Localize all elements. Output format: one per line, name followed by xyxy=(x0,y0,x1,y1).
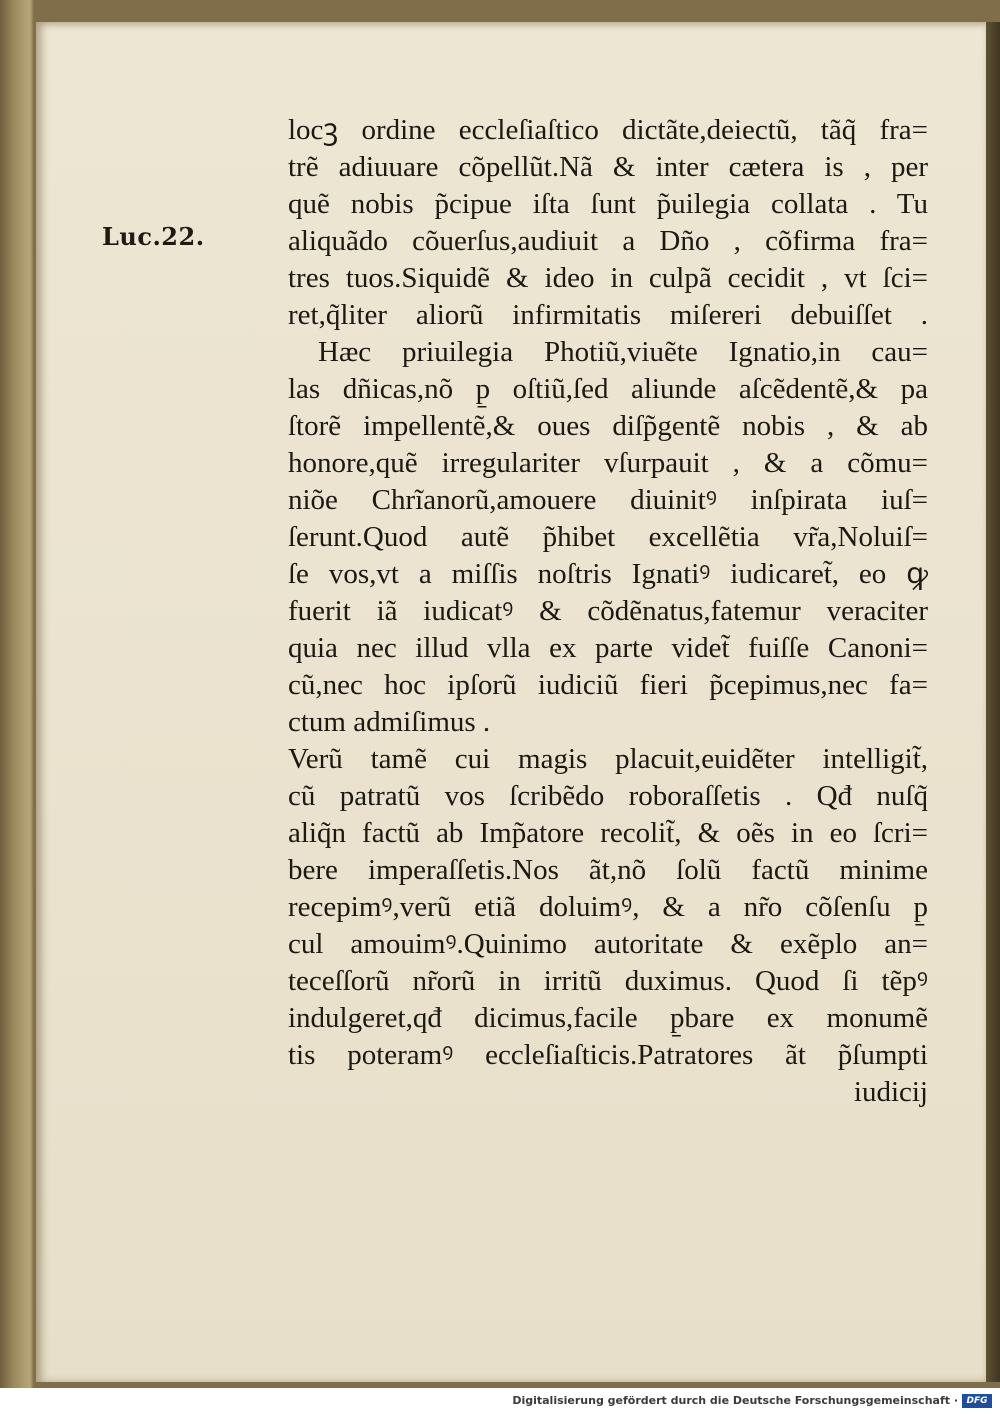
catchword: iudicij xyxy=(853,1076,928,1108)
text-line: quẽ nobis p̃cipue iſta ſunt p̃uilegia collata . Tu xyxy=(288,188,928,220)
text-line: fuerit iã iudicatꝰ & cõdẽnatus,fatemur veraciter xyxy=(288,595,928,627)
text-line: cũ,nec hoc ipſorũ iudiciũ fieri p̃cepimus,nec fa= xyxy=(288,669,928,701)
text-line: cul amouimꝰ.Quinimo autoritate & exẽplo an= xyxy=(288,928,928,960)
text-line: honore,quẽ irregulariter vſurpauit , & a cõmu= xyxy=(288,447,928,479)
text-line: locꝫ ordine eccleſiaſtico dictãte,deiectũ, tãq̃ fra= xyxy=(288,114,928,146)
text-line: recepimꝰ,verũ etiã doluimꝰ, & a nr̃o cõſenſu p̱ xyxy=(288,891,928,923)
text-line: niõe Chrĩanorũ,amouere diuinitꝰ inſpirata iuſ= xyxy=(288,484,928,516)
text-line: aliq̃n factũ ab Imp̃atore recolit̃, & oẽs in eo ſcri= xyxy=(288,817,928,849)
text-line: Hæc priuilegia Photiũ,viuẽte Ignatio,in cau= xyxy=(318,336,928,368)
text-line: bere imperaſſetis.Nos ãt,nõ ſolũ factũ minime xyxy=(288,854,928,886)
text-line: quia nec illud vlla ex parte videt̃ fuiſſe Canoni= xyxy=(288,632,928,664)
text-line: ſtorẽ impellentẽ,& oues diſp̃gentẽ nobis , & ab xyxy=(288,410,928,442)
page-edge-shadow xyxy=(986,22,1000,1382)
text-line: ſerunt.Quod autẽ p̃hibet excellẽtia vr̃a,Noluiſ= xyxy=(288,521,928,553)
body-text xyxy=(288,112,928,1111)
footer-bar xyxy=(0,1388,1000,1414)
funding-credit: Digitalisierung gefördert durch die Deutsche Forschungsgemeinschaft · xyxy=(512,1394,958,1407)
text-line: cũ patratũ vos ſcribẽdo roboraſſetis . Qđ nuſq̃ xyxy=(288,780,928,812)
text-line: aliquãdo cõuerſus,audiuit a Dño , cõfirma fra= xyxy=(288,225,928,257)
text-line: las dñicas,nõ p̱ oſtiũ,ſed aliunde aſcẽdentẽ,& pa xyxy=(288,373,928,405)
text-line: ret,q̃liter aliorũ infirmitatis miſereri debuiſſet . xyxy=(288,299,928,331)
text-line: teceſſorũ nr̃orũ in irritũ duximus. Quod ſi tẽpꝰ xyxy=(288,965,928,997)
text-line: tis poteramꝰ eccleſiaſticis.Patratores ãt p̃ſumpti xyxy=(288,1039,928,1071)
text-line: trẽ adiuuare cõpellũt.Nã & inter cætera is , per xyxy=(288,151,928,183)
text-line: ſe vos,vt a miſſis noſtris Ignatiꝰ iudicaret̃, eo ꝙ xyxy=(288,558,928,590)
margin-note: Luc.22. xyxy=(102,222,205,251)
text-line: indulgeret,qđ dicimus,facile p̱bare ex monumẽ xyxy=(288,1002,928,1034)
text-line: Verũ tamẽ cui magis placuit,euidẽter intelligit̃, xyxy=(288,743,928,775)
text-line: tres tuos.Siquidẽ & ideo in culpã cecidit , vt ſci= xyxy=(288,262,928,294)
dfg-logo-icon: DFG xyxy=(962,1394,992,1408)
text-line: ctum admiſimus . xyxy=(288,706,491,738)
